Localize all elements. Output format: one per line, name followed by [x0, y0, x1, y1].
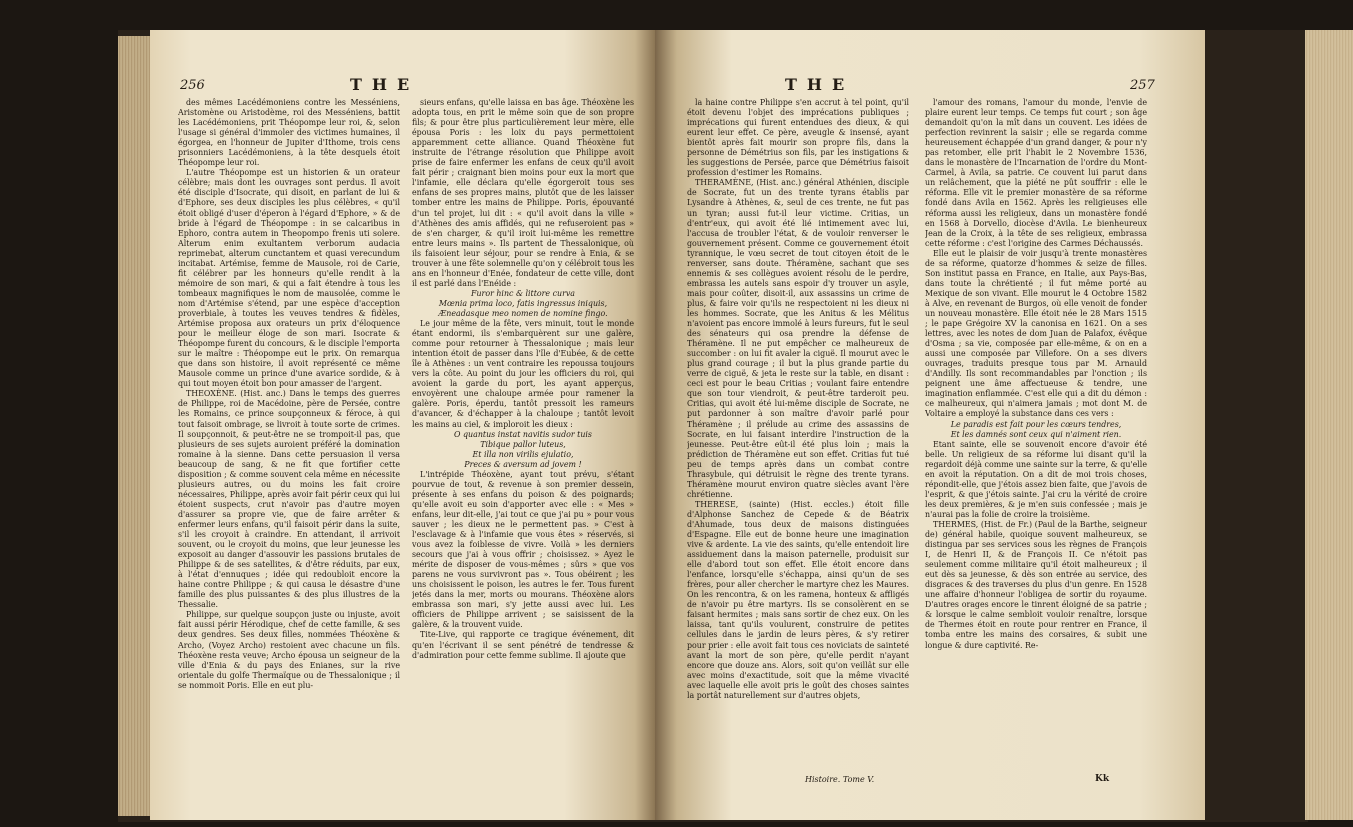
right-running-head: THE	[785, 75, 855, 94]
paragraph: THERESE, (sainte) (Hist. eccles.) étoit fille d'Alphonse Sanchez de Cepede & de Béatrix d'Ahumade, tous deux de maisons distinguées d'Espagne. Elle eut de bonne heure une imagination vive & ardente. La vie des saints, qu'elle entendoit lire assiduement dans la maison paternelle, produisit sur elle d'abord tout son effet. Elle étoit encore dans l'enfance, lorsqu'elle s'échappa, ainsi qu'un de ses frères, pour aller chercher le martyre chez les Maures. On les rencontra, & on les ramena, honteux & affligés de n'avoir pu être martyrs. Ils se consolèrent en se faisant hermites ; mais sans sortir de chez eux. On les laissa, tant qu'ils voulurent, construire de petites cellules dans le jardin de leurs pères, & s'y retirer pour prier : elle avoit fait tous ces noviciats de sainteté avant la mort de son père, qu'elle perdit n'ayant encore que douze ans. Alors, soit qu'on veillât sur elle avec moins d'exactitude, soit que la même vivacité avec laquelle elle avoit pris le goût des choses saintes la portât naturellement sur d'autres objets,	[687, 499, 909, 700]
paragraph: Tite-Live, qui rapporte ce tragique événement, dit qu'en l'écrivant il se sent pénétré de tendresse & d'admiration pour cette femme sublime. Il ajoute que	[412, 630, 634, 660]
left-page-number: 256	[180, 78, 205, 93]
paragraph: THEOXÈNE. (Hist. anc.) Dans le temps des guerres de Philippe, roi de Macédoine, père de Persée, contre les Romains, ce prince soupçonneux & féroce, à qui tout faisoit ombrage, se livroit à toute sorte de crimes. Il soupçonnoit, & peut-être ne se trompoit-il pas, que plusieurs de ses sujets auroient préféré la domination romaine à la sienne. Dans cette persuasion il versa beaucoup de sang, & ne fit que fortifier cette disposition ; & comme souvent cela même en nécessite plusieurs autres, ou du moins les fait croire nécessaires, Philippe, après avoir fait périr ceux qui lui étoient suspects, crut n'avoir pas d'autre moyen d'assurer sa propre vie, que de faire arrêter & enfermer leurs enfans, qu'il faisoit périr dans la suite, s'il les croyoit à craindre. En attendant, il arrivoit souvent, ou le croyoit du moins, que leur jeunesse les exposoit au danger d'assouvir les passions brutales de Philippe & de ses satellites, & d'être réduits, par eux, à l'état d'ennuques ; idée qui redoubloit encore la haine contre Philippe ; & qui causa le désastre d'une famille des plus puissantes & des plus illustres de la Thessalie.	[178, 389, 400, 610]
right-page	[655, 30, 1205, 820]
verse-line: O quantus instat navitis sudor tuis	[454, 429, 592, 439]
paragraph: l'amour des romans, l'amour du monde, l'envie de plaire eurent leur temps. Ce temps fut court ; son âge demandoit qu'on la mît dans un couvent. Les idées de perfection revinrent la saisir ; elle se regarda comme heureusement échappée d'un grand danger, & pour n'y pas retomber, elle prit l'habit le 2 Novembre 1536, dans le monastère de l'Incarnation de l'ordre du Mont-Carmel, à Avila, sa patrie. Ce couvent lui parut dans un relâchement, que la piété ne pût souffrir : elle le réforma. Elle vit le premier monastère de sa réforme fondé dans Avila en 1562. Après les religieuses elle réforma aussi les religieux, dans un monastère fondé en 1568 à Dorvello, diocèse d'Avila. Le bienheureux Jean de la Croix, à la tête de ses religieux, embrassa cette réforme : c'est l'origine des Carmes Déchaussés.	[925, 98, 1147, 248]
verse-line: Et les damnés sont ceux qui n'aiment rien.	[950, 429, 1122, 439]
paragraph: THERMES, (Hist. de Fr.) (Paul de la Barthe, seigneur de) général habile, quoique souvent malheureux, se distingua par ses services sous les règnes de François I, de Henri II, & de François II. Ce n'étoit pas seulement comme militaire qu'il étoit malheureux ; il eut dès sa jeunesse, & dès son entrée au service, des disgraces & des traverses du plus d'un genre. En 1528 une affaire d'honneur l'obligea de sortir du royaume. D'autres orages encore le tinrent éloigné de sa patrie ; & lorsque le calme sembloit vouloir renaître, lorsque de Thermes étoit en route pour rentrer en France, il tomba entre les mains des corsaires, & subit une longue & dure captivité. Re-	[925, 519, 1147, 650]
paragraph: la haine contre Philippe s'en accrut à tel point, qu'il étoit devenu l'objet des imprécations publiques ; imprécations qui furent entendues des dieux, & qui eurent leur effet. Ce père, aveugle & insensé, ayant bientôt après fait mourir son propre fils, dans la personne de Démétrius son fils, par les instigations & les suggestions de Persée, parce que Démétrius faisoit profession d'estimer les Romains.	[687, 98, 909, 178]
verse-line: Furor hinc & littore curva	[470, 288, 576, 298]
paragraph: THERAMÈNE, (Hist. anc.) général Athénien, disciple de Socrate, fut un des trente tyrans établis par Lysandre à Athènes, &, seul de ces trente, ne fut pas un tyran; aussi fut-il leur victime. Critias, un d'entr'eux, qui avoit été lié intimement avec lui, l'accusa de troubler l'état, & de vouloir renverser le gouvernement présent. Comme ce gouvernement étoit tyrannique, le vœu secret de tout citoyen étoit de le renverser, sans doute. Théramène, sachant que ses ennemis & ses collègues avoient résolu de le perdre, embrassa les autels sans espoir d'y trouver un asyle, mais pour coûter, disoit-il, aux assassins un crime de plus, & faire voir qu'ils ne respectoient ni les dieux ni les hommes. Socrate, que les Anitus & les Mélitus n'avoient pas encore immolé à leurs fureurs, fut le seul des sénateurs qui osa prendre la défense de Théramène. Il ne put empêcher ce malheureux de succomber : on lui fit avaler la ciguë. Il mourut avec le plus grand courage ; il but la plus grande partie du verre de ciguë, & jeta le reste sur la table, en disant : ceci est pour le beau Critias ; voulant faire entendre que son tour viendroit, & peut-être tarderoit peu. Critias, qui avoit été lui-même disciple de Socrate, ne put pardonner à son maître d'avoir parlé pour Théramène ; il prélude au crime des assassins de Socrate, en lui faisant interdire l'instruction de la jeunesse. Peut-être eût-il été plus loin ; mais la prédiction de Théramène eut son effet. Critias fut tué peu de temps après dans un combat contre Thrasybule, qui détruisit le règne des trente tyrans. Théramène mourut environ quatre siècles avant l'ère chrétienne.	[687, 178, 909, 499]
verse-line: Et illa non virilis ejulatio,	[472, 449, 574, 459]
verse-line: Le paradis est fait pour les cœurs tendres,	[950, 419, 1122, 429]
paragraph: Elle eut le plaisir de voir jusqu'à trente monastères de sa réforme, quatorze d'hommes & seize de filles. Son institut passa en France, en Italie, aux Pays-Bas, dans toute la chrétienté ; il fut même porté au Mexique de son vivant. Elle mourut le 4 Octobre 1582 à Alve, en revenant de Burgos, où elle venoit de fonder un nouveau monastère. Elle étoit née le 28 Mars 1515 ; le pape Grégoire XV la canonisa en 1621. On a ses lettres, avec les notes de dom Juan de Palafox, évêque d'Osma ; sa vie, composée par elle-même, & on en a aussi une composée par Villefore. On a ses divers ouvrages, traduits presque tous par M. Arnauld d'Andilly. Ils sont recommandables par l'onction ; ils peignent une âme affectueuse & tendre, une imagination enflammée. C'est elle qui a dit du démon : ce malheureux, qui n'aimera jamais ; mot dont M. de Voltaire a employé la substance dans ces vers :	[925, 248, 1147, 419]
verse-line: Tibique pallor luteus,	[480, 439, 566, 449]
right-page-number: 257	[1130, 78, 1155, 93]
left-column-2	[412, 98, 634, 818]
paragraph: Etant sainte, elle se souvenoit encore d'avoir été belle. Un religieux de sa réforme lui disant qu'il la regardoit déjà comme une sainte sur la terre, & qu'elle en avoit la réputation. On a dit de moi trois choses, répondit-elle, que j'étois assez bien faite, que j'avois de l'esprit, & que j'étois sainte. J'ai cru la vérité de croire les deux premières, & je m'en suis confessée ; mais je n'aurai pas la folie de croire la troisième.	[925, 439, 1147, 519]
verse-line: Æneadasque meo nomen de nomine fingo.	[438, 308, 608, 318]
footer-volume-label: Histoire. Tome V.	[805, 775, 875, 784]
left-page	[150, 30, 655, 820]
paragraph: L'intrépide Théoxène, ayant tout prévu, s'étant pourvue de tout, & revenue à son premier dessein, présente à ses enfans du poison & des poignards; qu'elle avoit eu soin d'apporter avec elle : « Mes » enfans, leur dit-elle, j'ai tout ce que j'ai pu » pour vous sauver ; les dieux ne le permettent pas. » C'est à l'esclavage & à l'infamie que vous êtes » réservés, si vous avez la foiblesse de vivre. Voilà » les derniers secours que j'ai à vous offrir ; choisissez. » Ayez le mérite de disposer de vous-mêmes ; sûrs » que vos parens ne vous survivront pas ». Tous obéirent ; les uns choisissent le poison, les autres le fer. Tous furent jetés dans la mer, morts ou mourans. Théoxène alors embrassa son mari, s'y jette aussi avec lui. Les officiers de Philippe arrivent ; se saisissent de la galère, & la trouvent vuide.	[412, 469, 634, 630]
left-page-edges	[118, 36, 150, 816]
paragraph: Philippe, sur quelque soupçon juste ou injuste, avoit fait aussi périr Hérodique, chef de cette famille, & ses deux gendres. Ses deux filles, nommées Théoxène & Archo, (Voyez Archo) restoient avec chacune un fils. Théoxène resta veuve; Archo épousa un seigneur de la ville d'Enia & du pays des Enianes, sur la rive orientale du golfe Thermaïque ou de Thessalonique ; il se nommoit Poris. Elle en eut plu-	[178, 610, 400, 690]
right-column-1	[687, 98, 909, 818]
left-column-1	[178, 98, 400, 818]
signature-mark: Kk	[1095, 774, 1110, 784]
verse-line: Mœnia prima loco, fatis ingressus iniquis,	[438, 298, 608, 308]
right-page-edges	[1305, 30, 1353, 820]
verse-line: Preces & aversum ad jovem !	[464, 459, 582, 469]
paragraph: L'autre Théopompe est un historien & un orateur célèbre; mais dont les ouvrages sont perdus. Il avoit été disciple d'Isocrate, qui disoit, en parlant de lui & d'Ephore, ses deux disciples les plus célèbres, « qu'il étoit obligé d'user d'éperon à l'égard d'Ephore, » & de bride à l'égard de Théopompe : in se calcaribus in Ephoro, contra autem in Theopompo frenis uti solere. Alterum enim exultantem verborum audacia reprimebat, alterum cunctantem et quasi verecundum incitabat. Artémise, femme de Mausole, roi de Carie, fit célébrer par les honneurs qu'elle rendit à la mémoire de son mari, & qui a fait étendre à tous les tombeaux magnifiques le nom de mausolée, comme le nom d'Artémise s'étend, par une espèce d'acception proverbiale, à toutes les veuves tendres & fidèles, Artémise proposa aux orateurs un prix d'éloquence pour le meilleur éloge de son mari. Isocrate & Théopompe furent du concours, & le disciple l'emporta sur le maître : Théopompe eut le prix. On remarqua que dans son histoire, il avoit représenté ce même Mausole comme un prince d'une avarice sordide, & à qui tout moyen étoit bon pour amasser de l'argent.	[178, 168, 400, 389]
left-running-head: THE	[350, 75, 420, 94]
paragraph: Le jour même de la fête, vers minuit, tout le monde étant endormi, ils s'embarquèrent sur une galère, comme pour retourner à Thessalonique ; mais leur intention étoit de passer dans l'île d'Eubée, & de cette île à Athènes : un vent contraire les repoussa toujours vers la côte. Au point du jour les officiers du roi, qui avoient la garde du port, les ayant apperçus, envoyèrent une chaloupe armée pour ramener la galère. Poris, éperdu, tantôt pressoit les rameurs d'avancer, & d'échapper à la chaloupe ; tantôt levoit les mains au ciel, & imploroit les dieux :	[412, 319, 634, 429]
paragraph: des mêmes Lacédémoniens contre les Messéniens, Aristomène ou Aristodème, roi des Messéniens, battit les Lacédémoniens, prit Théopompe leur roi, &, selon l'usage si général d'immoler des victimes humaines, il égorgea, en l'honneur de Jupiter d'Ithome, trois cens prisonniers Lacédémoniens, à la tête desquels étoit Théopompe leur roi.	[178, 98, 400, 168]
right-column-2	[925, 98, 1147, 818]
paragraph: sieurs enfans, qu'elle laissa en bas âge. Théoxène les adopta tous, en prit le même soin que de son propre fils; & pour être plus particulièrement leur mère, elle épousa Poris : les loix du pays permettoient apparemment cette alliance. Quand Théoxène fut instruite de l'étrange résolution que Philippe avoit prise de faire enfermer les enfans de ceux qu'il avoit fait périr ; craignant bien moins pour eux la mort que l'infamie, elle déclara qu'elle égorgeroit tous ses enfans de ses propres mains, plutôt que de les laisser tomber entre les mains de Philippe. Poris, épouvanté d'un tel projet, lui dit : « qu'il avoit dans la ville » d'Athènes des amis affidés, qui ne refuseroient pas » de s'en charger, & qu'il iroit lui-même les remettre entre leurs mains ». Ils partent de Thessalonique, où ils faisoient leur séjour, pour se rendre à Enia, & se trouver à une fête solemnelle qu'on y célébroit tous les ans en l'honneur d'Enée, fondateur de cette ville, dont il est parlé dans l'Enéide :	[412, 98, 634, 288]
